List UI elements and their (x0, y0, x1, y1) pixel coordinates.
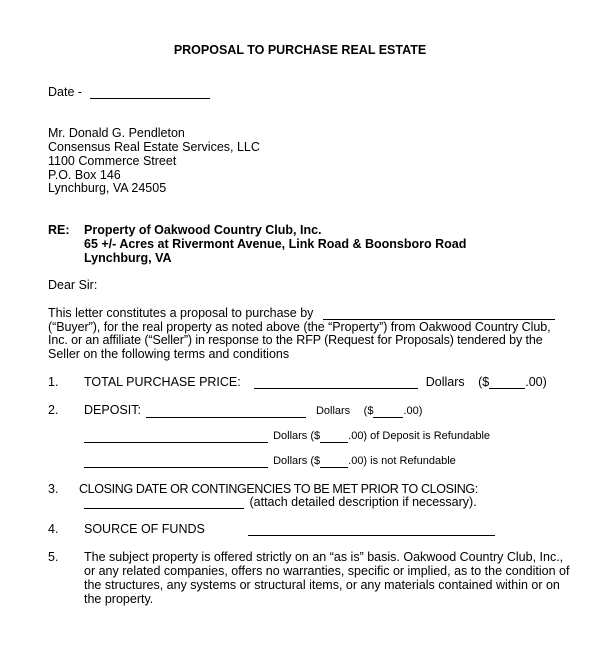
item-3-line-2: (attach detailed description if necessary). (249, 495, 477, 509)
purchase-price-amount-field[interactable] (489, 377, 525, 389)
date-label: Date - (48, 85, 83, 99)
refundable-words-field[interactable] (84, 431, 268, 443)
item-2-label: DEPOSIT: (84, 403, 141, 417)
item-5-line-2: or any related companies, offers no warranties, specific or implied, as to the condition of (84, 564, 570, 578)
address-po-box: P.O. Box 146 (48, 168, 121, 182)
intro-line-1 (48, 306, 555, 320)
item-5-line-3: the structures, any systems or structural items, or any materials contained within or on (84, 578, 560, 592)
re-line-1: Property of Oakwood Country Club, Inc. (84, 223, 322, 237)
item-1-row (84, 375, 547, 389)
document-title: PROPOSAL TO PURCHASE REAL ESTATE (173, 43, 427, 57)
refundable-amount-field[interactable] (320, 431, 348, 443)
non-refundable-amount-field[interactable] (320, 456, 348, 468)
buyer-name-field[interactable] (323, 308, 555, 320)
intro-line-4: Seller on the following terms and conditions (48, 347, 290, 361)
date-line (48, 85, 210, 99)
item-3-number: 3. (48, 482, 59, 496)
re-label: RE: (48, 223, 70, 237)
re-line-2: 65 +/- Acres at Rivermont Avenue, Link Road & Boonsboro Road (84, 237, 467, 251)
closing-conditions-field[interactable] (84, 497, 244, 509)
refundable-deposit-row (84, 429, 490, 443)
intro-line-2: (“Buyer”), for the real property as noted above (the “Property”) from Oakwood Country Club, (48, 320, 551, 334)
non-refundable-words-field[interactable] (84, 456, 268, 468)
intro-line-3: Inc. or an affiliate (“Seller”) in response to the RFP (Request for Proposals) tendered by the (48, 333, 543, 347)
item-1-label: TOTAL PURCHASE PRICE: (84, 375, 241, 389)
item-5-line-1: The subject property is offered strictly on an “as is” basis. Oakwood Country Club, Inc., (84, 550, 564, 564)
address-name: Mr. Donald G. Pendleton (48, 126, 185, 140)
refundable-suffix: .00) of Deposit is Refundable (348, 430, 491, 442)
date-field[interactable] (90, 87, 210, 99)
non-refundable-deposit-row (84, 454, 456, 468)
item-3-line-1: CLOSING DATE OR CONTINGENCIES TO BE MET PRIOR TO CLOSING: (79, 482, 478, 496)
item-1-paren-open: ($ (478, 375, 490, 389)
salutation: Dear Sir: (48, 278, 98, 292)
item-4-row (84, 522, 495, 536)
item-3-row-2 (84, 495, 477, 509)
item-4-number: 4. (48, 522, 59, 536)
purchase-price-words-field[interactable] (254, 377, 418, 389)
item-4-label: SOURCE OF FUNDS (84, 522, 205, 536)
item-5-number: 5. (48, 550, 59, 564)
item-2-dollars: Dollars (315, 405, 351, 417)
non-refundable-suffix: .00) is not Refundable (348, 455, 456, 467)
address-street: 1100 Commerce Street (48, 154, 177, 168)
deposit-words-field[interactable] (146, 406, 306, 418)
non-refundable-prefix: Dollars ($ (273, 455, 321, 467)
refundable-prefix: Dollars ($ (273, 430, 321, 442)
item-2-number: 2. (48, 403, 59, 417)
address-company: Consensus Real Estate Services, LLC (48, 140, 260, 154)
item-2-row (84, 403, 422, 418)
item-1-paren-close: .00) (525, 375, 547, 389)
item-1-number: 1. (48, 375, 59, 389)
address-city: Lynchburg, VA 24505 (48, 181, 167, 195)
source-of-funds-field[interactable] (248, 524, 495, 536)
item-5-line-4: the property. (84, 592, 154, 606)
re-line-3: Lynchburg, VA (84, 251, 172, 265)
deposit-amount-field[interactable] (373, 406, 403, 418)
item-2-paren-open: ($ (363, 405, 374, 417)
item-1-dollars: Dollars (425, 375, 465, 389)
item-2-paren-close: .00) (403, 405, 423, 417)
intro-line-1-text: This letter constitutes a proposal to purchase by (48, 306, 314, 320)
